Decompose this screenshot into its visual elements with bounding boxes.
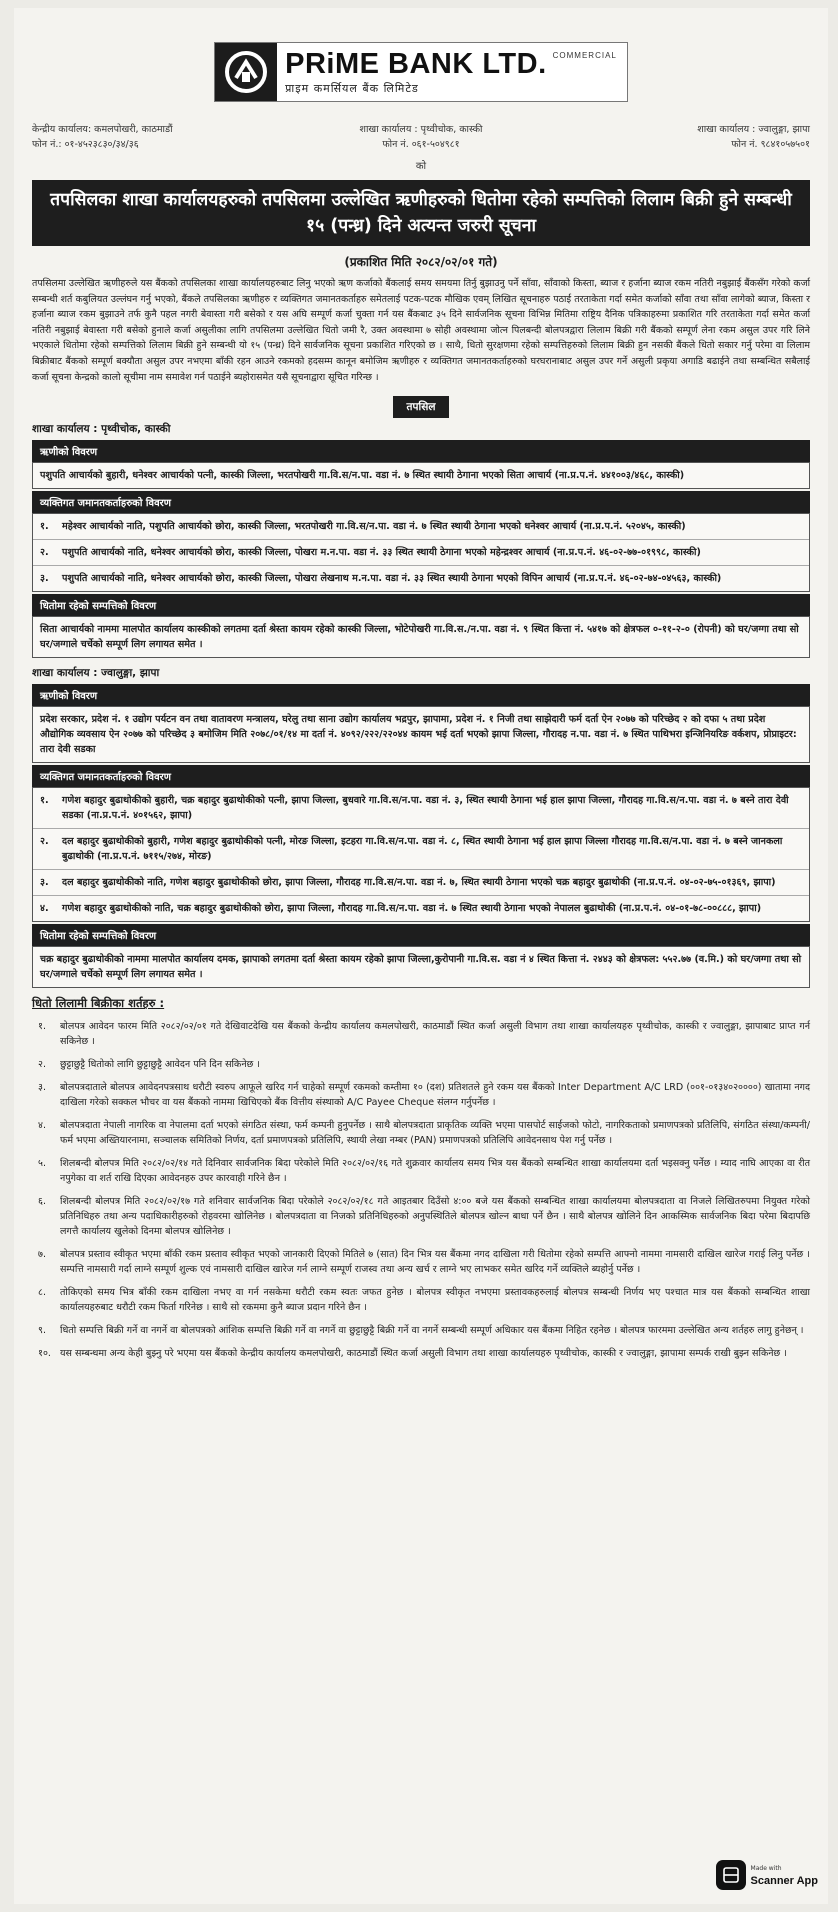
office-jwalunga: शाखा कार्यालय : ज्वालुङ्गा, झापा फोन नं. ९८४१०५७५०१ [697,124,810,150]
borrower-heading: ऋणीको विवरण [32,440,810,462]
office-contacts [32,122,810,152]
list-item: १. गणेश बहादुर बुढाथोकीको बुहारी, चक्र बहादुर बुढाथोकीको पत्नी, झापा जिल्ला, बुधवारे गा.वि.स/न.पा. वडा नं. ३, स्थित स्थायी ठेगाना भई हाल झापा जिल्ला, गौरादह गा.वि.स/न.पा. वडा नं. ७ बस्ने तारा देवी सडका (ना.प्र.प.नं. ४०१५६२, झापा) [40,795,789,822]
collateral-heading: धितोमा रहेको सम्पत्तिको विवरण [32,594,810,616]
list-item: ३. बोलपत्रदाताले बोलपत्र आवेदनपत्रसाथ धरौटी स्वरुप आफूले खरिद गर्न चाहेको सम्पूर्ण रकमको कम्तीमा १० (दश) प्रतिशतले हुने रकम यस बैंकको Inter Department A/C LRD (००१-०१३४०२००००) खातामा नगद दाखिला गरेको सक्कल भौचर वा यस बैंकको नाममा खिचिएको बैंक वित्तीय संस्थाको A/C Payee Cheque संलग्न गर्नुपर्नेछ । [38,1082,810,1109]
notice-title: तपसिलका शाखा कार्यालयहरुको तपसिलमा उल्लेखित ऋणीहरुको धितोमा रहेको सम्पत्तिको लिलाम बिक्री हुने सम्बन्धी १५ (पन्ध्र) दिने अत्यन्त जरुरी सूचना [32,180,810,246]
list-item: १०. यस सम्बन्धमा अन्य केही बुझ्नु परे भएमा यस बैंकको केन्द्रीय कार्यालय कमलपोखरी, काठमाडौं स्थित कर्जा असुली विभाग तथा शाखा कार्यालयहरु पृथ्वीचोक, कास्की र ज्वालुङ्गा, झापामा सम्पर्क राखी बुझ्न सकिनेछ । [38,1348,787,1360]
ko-text: को [415,161,427,172]
publish-date: (प्रकाशित मिति २०८२/०२/०१ गते) [344,255,498,269]
bank-name-nepali: प्राइम कमर्सियल बैंक लिमिटेड [285,82,419,95]
bank-sub: COMMERCIAL [552,51,617,60]
list-item: २. दल बहादुर बुढाथोकीको बुहारी, गणेश बहादुर बुढाथोकीको पत्नी, मोरङ जिल्ला, इटहरा गा.वि.स/न.पा. वडा नं. ८, स्थित स्थायी ठेगाना भई हाल झापा जिल्ला गौरादह गा.वि.स/न.पा. वडा नं. ७ बस्ने जानकला बुढाथोकी (ना.प्र.प.नं. ७११५/२७४, मोरङ) [33,828,809,869]
list-item: २. पशुपति आचार्यको नाति, धनेश्वर आचार्यको छोरा, कास्की जिल्ला, पोखरा म.न.पा. वडा नं. ३३ स्थित स्थायी ठेगाना भएको महेन्द्रश्वर आचार्य (ना.प्र.प.नं. ४६-०२-७७-०१९९८, कास्की) [33,539,809,565]
office-central: केन्द्रीय कार्यालय: कमलपोखरी, काठमाडौं फोन नं.: ०१-४५२३८३०/३४/३६ [32,124,173,150]
scanner-app-badge [716,1860,818,1890]
borrower-details: प्रदेश सरकार, प्रदेश नं. १ उद्योग पर्यटन वन तथा वातावरण मन्त्रालय, घरेलु तथा साना उद्योग कार्यालय भद्रपुर, झापामा, प्रदेश नं. १ निजी तथा साझेदारी फर्म दर्ता ऐन २०७७ को परिच्छेद २ को दफा ५ तथा प्रदेश औद्योगिक व्यवसाय ऐन २०७७ को परिच्छेद ३ बमोजिम मिति २०७८/०१/१४ मा दर्ता नं. ४०९२/२२२/२२०४४ कायम भई दर्ता भएको झापा जिल्ला, गौरादह न.पा. वडा नं. ७ स्थित पाथिभरा इन्जिनियरिङ वर्कशप, प्रोप्राइटर: तारा देवी सडका [40,714,797,756]
office-prithvichok: शाखा कार्यालय : पृथ्वीचोक, कास्की फोन नं. ०६१-५०४९८१ [359,124,483,150]
guarantor-heading: व्यक्तिगत जमानतकर्ताहरुको विवरण [32,491,810,513]
scanner-app-name: Scanner App [750,1875,818,1887]
bank-logo-row [32,42,810,104]
list-item: ६. शिलबन्दी बोलपत्र मिति २०८२/०२/१७ गते शनिवार सार्वजनिक बिदा परेकोले २०८२/०२/१८ गते आइतबार दिउँसो ४:०० बजे यस बैंकको सम्बन्धित शाखा कार्यालयमा बोलपत्रदाता वा निजले लिखितरुपमा नियुक्त गरेको प्रतिनिधिहरु तथा अन्य पदाधिकारीहरुको रोहवरमा खोलिनेछ । बोलपत्रदाता वा निजको प्रतिनिधिहरुको अनुपस्थितिले बोलपत्र खोल्न बाधा पर्ने छैन । साथै बोलपत्र खोलिने दिन आकस्मिक सार्वजनिक बिदा परेमा बिदापछि लगत्तै कार्यालय खुलेको दिनमा बोलपत्र खोलिनेछ । [38,1196,810,1238]
list-item: १. बोलपत्र आवेदन फारम मिति २०८२/०२/०१ गते देखिवाटदेखि यस बैंकको केन्द्रीय कार्यालय कमलपोखरी, काठमाडौं स्थित कर्जा असुली विभाग तथा शाखा कार्यालयहरु पृथ्वीचोक, कास्की र ज्वालुङ्गा, झापाबाट प्राप्त गर्न सकिनेछ । [38,1021,810,1048]
guarantor-heading: व्यक्तिगत जमानतकर्ताहरुको विवरण [32,765,810,787]
guarantor-list [32,513,810,592]
bank-name: PRiME BANK LTD. [285,48,547,80]
list-item: २. छुट्टाछुट्टै धितोको लागि छुट्टाछुट्टै आवेदन पनि दिन सकिनेछ । [38,1059,260,1071]
list-item: ५. शिलबन्दी बोलपत्र मिति २०८२/०२/१४ गते दिनिवार सार्वजनिक बिदा परेकोले मिति २०८२/०२/१६ गते शुक्रवार कार्यालय समय भित्र यस बैंकको सम्बन्धित शाखा कार्यालयमा दर्ता भइसक्नु पर्नेछ । म्याद नाघि आएका वा रीत नपुगेका वा शर्त राखि दिएका आवेदनहरु उपर कारवाही गरिने छैन । [38,1158,810,1185]
collateral-details: चक्र बहादुर बुढाथोकीको नाममा मालपोत कार्यालय दमक, झापाको लगतमा दर्ता श्रेस्ता कायम रहेको झापा जिल्ला,कुरोपानी गा.वि.स. वडा नं ४ स्थित कित्ता नं. २४४३ को क्षेत्रफल: ५५२.७७ (व.मि.) को घर/जग्गा तथा सो घर/जग्गाले चर्चेको सम्पूर्ण लिग लगायत समेत । [40,954,802,981]
tapsil-heading: तपसिल [393,396,450,418]
intro-paragraph: तपसिलमा उल्लेखित ऋणीहरुले यस बैंकको तपसिलका शाखा कार्यालयहरुबाट लिनु भएको ऋण कर्जाको बैंकलाई समय समयमा तिर्नु बुझाउनु पर्ने साँवा, साँवाको किस्ता, ब्याज र हर्जाना ब्याज रकम नतिरी नबुझाई बैंकसँग गरेको कर्जा सम्बन्धी शर्त कबुलियत उल्लंघन गर्नु भएको, बैंकले तपसिलका ऋणीहरु र व्यक्तिगत जमानतकर्ताहरु समेतलाई पटक-पटक मौखिक एवम् लिखित सूचनाहरु पठाई तरताकेता गर्दा समेत कर्जाको साँवा तथा साँवा लागेको ब्याज, किस्ता र हर्जाना ब्याज रकम बुझाउने तर्फ कुनै पहल नगरी बेवास्ता गरी बसेको र यस अघि सम्पूर्ण कर्जा चुक्ता गर्न यस बैंकबाट ३५ दिने सार्वजनिक सूचना विभिन्न मितिमा राष्ट्रिय दैनिक पत्रिकाहरुमा प्रकाशित गरि तरताकेता गर्दा समेत कर्जा नतिरी नबुझाई बेवास्ता गरी बसेको हुनाले कर्जा असुलीका लागि तपसिलमा उल्लेखित धितो जमी रै, उक्त अवस्थामा ७ सोही अवस्थामा जोत्न पिलबन्दी बोलपत्रद्वारा लिलाम बिक्री गरी बैंकको सम्पूर्ण लेना रकम असुल उपर गरि लिने भएकाले धितोमा रहेको सम्पत्तिको लिलाम बिक्री हुने सम्बन्धी यो १५ (पन्ध्र) दिने सार्वजनिक सूचना प्रकाशित गरिएको छ । साथै, धितो सुरक्षणमा रहेको सम्पत्तिहरुको लिलाम बिक्री हुन नसकी बैंकले धितो सकार गर्नु परेमा वा लिलाम बिक्रीबाट बैंकको सम्पूर्ण बक्यौता असुल उपर नभएमा बाँकी रहन आउने रकमको हदसम्म कानून बमोजिम ऋणीहरु र व्यक्तिगत जमानतकर्ताहरुको घरघरानाबाट असुल उपर गर्ने असुली प्रकृया अगाडि बढाईने तथा सम्बन्धित सबैलाई कर्जा सूचना केन्द्रको कालो सूचीमा नाम समावेश गर्न पठाईने ब्यहोरासमेत यसै सूचनाद्वारा सूचित गरिन्छ । [32,278,810,383]
list-item: ४. बोलपत्रदाता नेपाली नागरिक वा नेपालमा दर्ता भएको संगठित संस्था, फर्म कम्पनी हुनुपर्नेछ । साथै बोलपत्रदाता प्राकृतिक व्यक्ति भएमा पासपोर्ट साईजको फोटो, नागरिकताको प्रमाणपत्रको प्रतिलिपि, संगठित संस्था/कम्पनी/फर्म भएमा अख्तियारनामा, सञ्चालक समितिको निर्णय, दर्ता प्रमाणपत्रको प्रतिलिपि, स्थायी लेखा नम्बर (PAN) प्रमाणपत्रको प्रतिलिपि आवेदनसाथ पेश गर्नु पर्नेछ । [38,1120,810,1147]
list-item: ३. पशुपति आचार्यको नाति, धनेश्वर आचार्यको छोरा, कास्की जिल्ला, पोखरा लेखनाथ म.न.पा. वडा नं. ३३ स्थित स्थायी ठेगाना भएको विपिन आचार्य (ना.प्र.प.नं. ४६-०२-७४-०४५६३, कास्की) [33,565,809,591]
guarantor-list [32,787,810,922]
scanner-app-icon [716,1860,746,1890]
list-item: ४. गणेश बहादुर बुढाथोकीको नाति, चक्र बहादुर बुढाथोकीको छोरा, झापा जिल्ला, गौरादह गा.वि.स/न.पा. वडा नं. ७ स्थित स्थायी ठेगाना भएको नेपालल बुढाथोकी (ना.प्र.प.नं. ०४-०१-७८-००८८८, झापा) [33,895,809,921]
branch-label: शाखा कार्यालय : पृथ्वीचोक, कास्की [32,423,171,436]
borrower-details: पशुपति आचार्यको बुहारी, धनेश्वर आचार्यको पत्नी, कास्की जिल्ला, भरतपोखरी गा.वि.स/न.पा. वडा नं. ७ स्थित स्थायी ठेगाना भएको सिता आचार्य (ना.प्र.प.नं. ४४१००३/४६८, कास्की) [40,470,685,482]
list-item: ९. धितो सम्पत्ति बिक्री गर्ने वा नगर्ने वा बोलपत्रको आंशिक सम्पत्ति बिक्री गर्ने वा नगर्ने वा छुट्टाछुट्टै बिक्री गर्ने वा नगर्ने सम्बन्धी सम्पूर्ण अधिकार यस बैंकमा निहित रहनेछ । बोलपत्र फारममा उल्लेखित अन्य शर्तहरु लागु हुनेछन् । [38,1325,804,1337]
list-item: ७. बोलपत्र प्रस्ताव स्वीकृत भएमा बाँकी रकम प्रस्ताव स्वीकृत भएको जानकारी दिएको मितिले ७ (सात) दिन भित्र यस बैंकमा नगद दाखिला गरी धितोमा रहेको सम्पत्ति आफ्नो नाममा नामसारी दाखिल खारेज गराई लिनु पर्नेछ । सम्पत्ति नामसारी गर्दा लाग्ने सम्पूर्ण शुल्क एवं नामसारी दाखिल खारेज गर्न लाग्ने सम्पूर्ण राजस्व तथा अन्य खर्च र लाग्ने भए लाभकर समेत खरिद गर्ने व्यक्तिले ब्यहोर्नु पर्नेछ । [38,1249,810,1276]
borrower-heading: ऋणीको विवरण [32,684,810,706]
collateral-details: सिता आचार्यको नाममा मालपोत कार्यालय कास्कीको लगतमा दर्ता श्रेस्ता कायम रहेको कास्की जिल्ला, भोटेपोखरी गा.वि.स./न.पा. वडा नं. ९ स्थित कित्ता नं. ५४१७ को क्षेत्रफल ०-११-२-० (रोपनी) को घर/जग्गा तथा सो घर/जग्गाले चर्चेको सम्पूर्ण लिग लगायत समेत । [40,624,799,651]
newspaper-notice [14,8,828,1904]
list-item: ३. दल बहादुर बुढाथोकीको नाति, गणेश बहादुर बुढाथोकीको छोरा, झापा जिल्ला, गौरादह गा.वि.स/न.पा. वडा नं. ७, स्थित स्थायी ठेगाना भएको चक्र बहादुर बुढाथोकी (ना.प्र.प.नं. ०४-०२-७५-०१३६९, झापा) [33,869,809,895]
bank-logo [214,42,628,102]
scanner-made-with: Made with [750,1865,782,1872]
bank-emblem-icon [215,43,277,101]
list-item: १. महेश्वर आचार्यको नाति, पशुपति आचार्यको छोरा, कास्की जिल्ला, भरतपोखरी गा.वि.स/न.पा. वडा नं. ७ स्थित स्थायी ठेगाना भएको धनेश्वर आचार्य (ना.प्र.प.नं. ५२०४५, कास्की) [40,521,686,533]
conditions-list [32,1019,810,1361]
conditions-heading: धितो लिलामी बिक्रीका शर्तहरु : [32,996,165,1011]
branch-label: शाखा कार्यालय : ज्वालुङ्गा, झापा [32,667,160,680]
list-item: ८. तोकिएको समय भित्र बाँकी रकम दाखिला नभए वा गर्न नसकेमा धरौटी रकम स्वतः जफत हुनेछ । बोलपत्र स्वीकृत नभएमा प्रस्तावकहरुलाई बोलपत्र सम्बन्धी निर्णय भए पश्चात मात्र यस बैंकको सम्बन्धित शाखा कार्यालयहरुबाट धरौटी रकम फिर्ता गरिनेछ । साथै सो रकममा कुनै ब्याज प्रदान गरिने छैन । [38,1287,810,1314]
collateral-heading: धितोमा रहेको सम्पत्तिको विवरण [32,924,810,946]
